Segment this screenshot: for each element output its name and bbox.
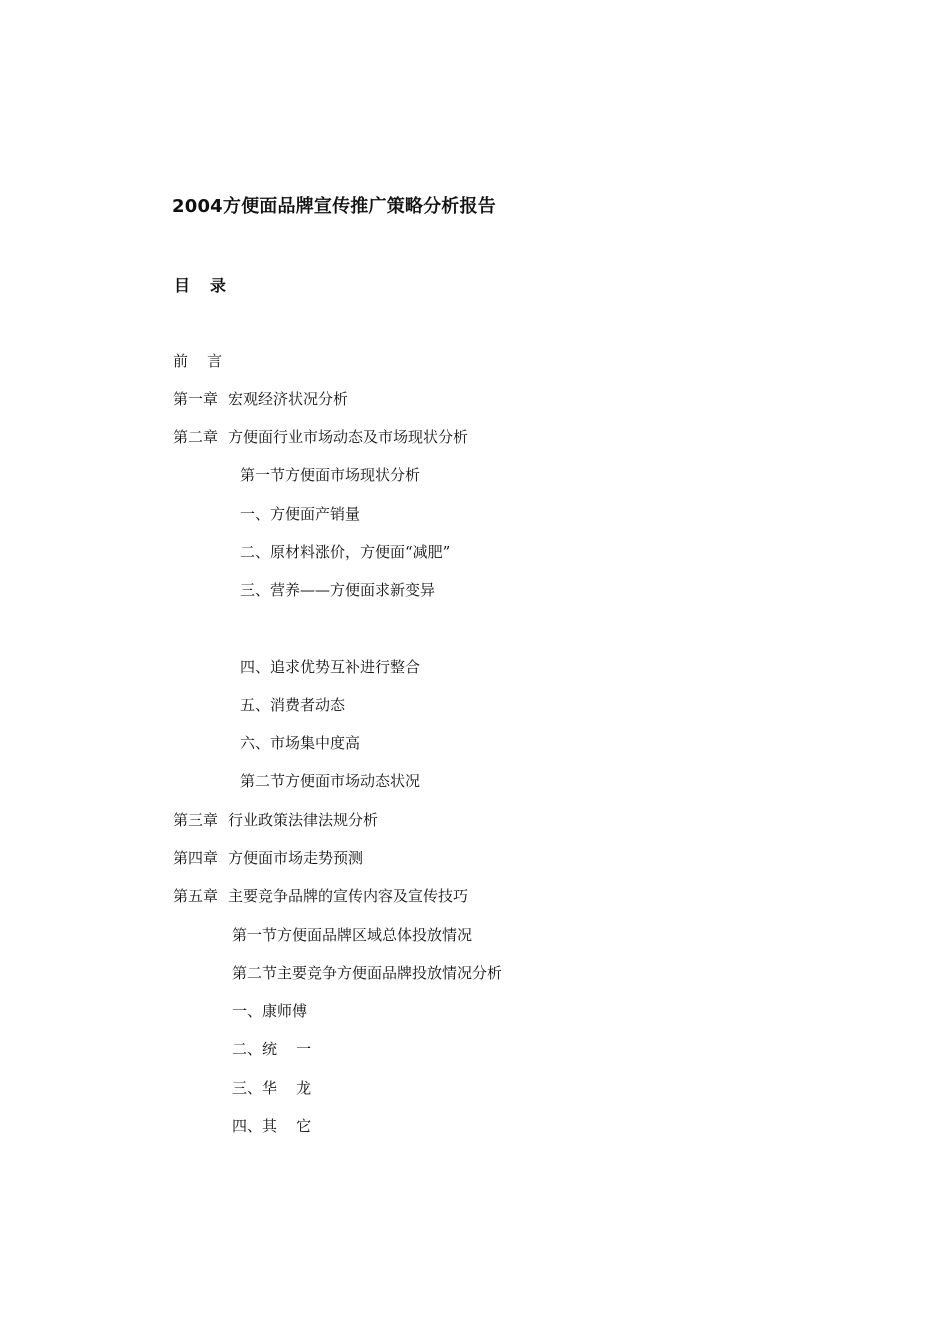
toc-entry-ch5-item-3[interactable]: 三、华 龙 [232,1079,312,1097]
chapter-title: 方便面行业市场动态及市场现状分析 [228,428,469,446]
toc-entry-chapter-1[interactable] [173,389,348,409]
toc-entry-ch5-section-2[interactable]: 第二节主要竞争方便面品牌投放情况分析 [232,964,503,982]
chapter-number: 第二章 [173,428,219,446]
document-title: 2004方便面品牌宣传推广策略分析报告 [172,196,496,217]
chapter-number: 第五章 [173,887,219,905]
toc-heading-char-1: 目 [174,276,191,295]
toc-entry-ch2-item-4[interactable]: 四、追求优势互补进行整合 [240,658,421,676]
toc-entry-ch5-item-4[interactable]: 四、其 它 [232,1117,312,1135]
toc-entry-chapter-4[interactable] [173,848,363,868]
toc-entry-ch5-item-2[interactable]: 二、统 一 [232,1040,312,1058]
chapter-title: 主要竞争品牌的宣传内容及宣传技巧 [228,887,469,905]
toc-entry-ch2-section-1[interactable]: 第一节方便面市场现状分析 [240,466,421,484]
toc-entry-ch2-item-6[interactable]: 六、市场集中度高 [240,734,361,752]
toc-entry-ch2-item-2[interactable]: 二、原材料涨价，方便面“减肥” [240,543,451,561]
chapter-number: 第三章 [173,811,219,829]
toc-entry-ch2-item-1[interactable]: 一、方便面产销量 [240,505,361,523]
toc-entry-ch5-section-1[interactable]: 第一节方便面品牌区域总体投放情况 [232,926,473,944]
toc-entry-ch5-item-1[interactable]: 一、康师傅 [232,1002,308,1020]
chapter-title: 宏观经济状况分析 [228,390,349,408]
chapter-number: 第一章 [173,390,219,408]
toc-entry-ch2-section-2[interactable]: 第二节方便面市场动态状况 [240,772,421,790]
chapter-title: 方便面市场走势预测 [228,849,364,867]
toc-entry-preface[interactable] [173,351,222,371]
toc-heading [174,273,226,296]
toc-entry-ch2-item-5[interactable]: 五、消费者动态 [240,696,346,714]
toc-entry-chapter-5[interactable] [173,886,468,906]
chapter-number: 第四章 [173,849,219,867]
toc-entry-label: 前 言 [173,352,223,370]
toc-entry-ch2-item-3[interactable]: 三、营养——方便面求新变异 [240,581,436,599]
toc-entry-chapter-3[interactable] [173,810,378,830]
chapter-title: 行业政策法律法规分析 [228,811,379,829]
toc-entry-chapter-2[interactable] [173,427,468,447]
toc-heading-char-2: 录 [210,276,227,295]
